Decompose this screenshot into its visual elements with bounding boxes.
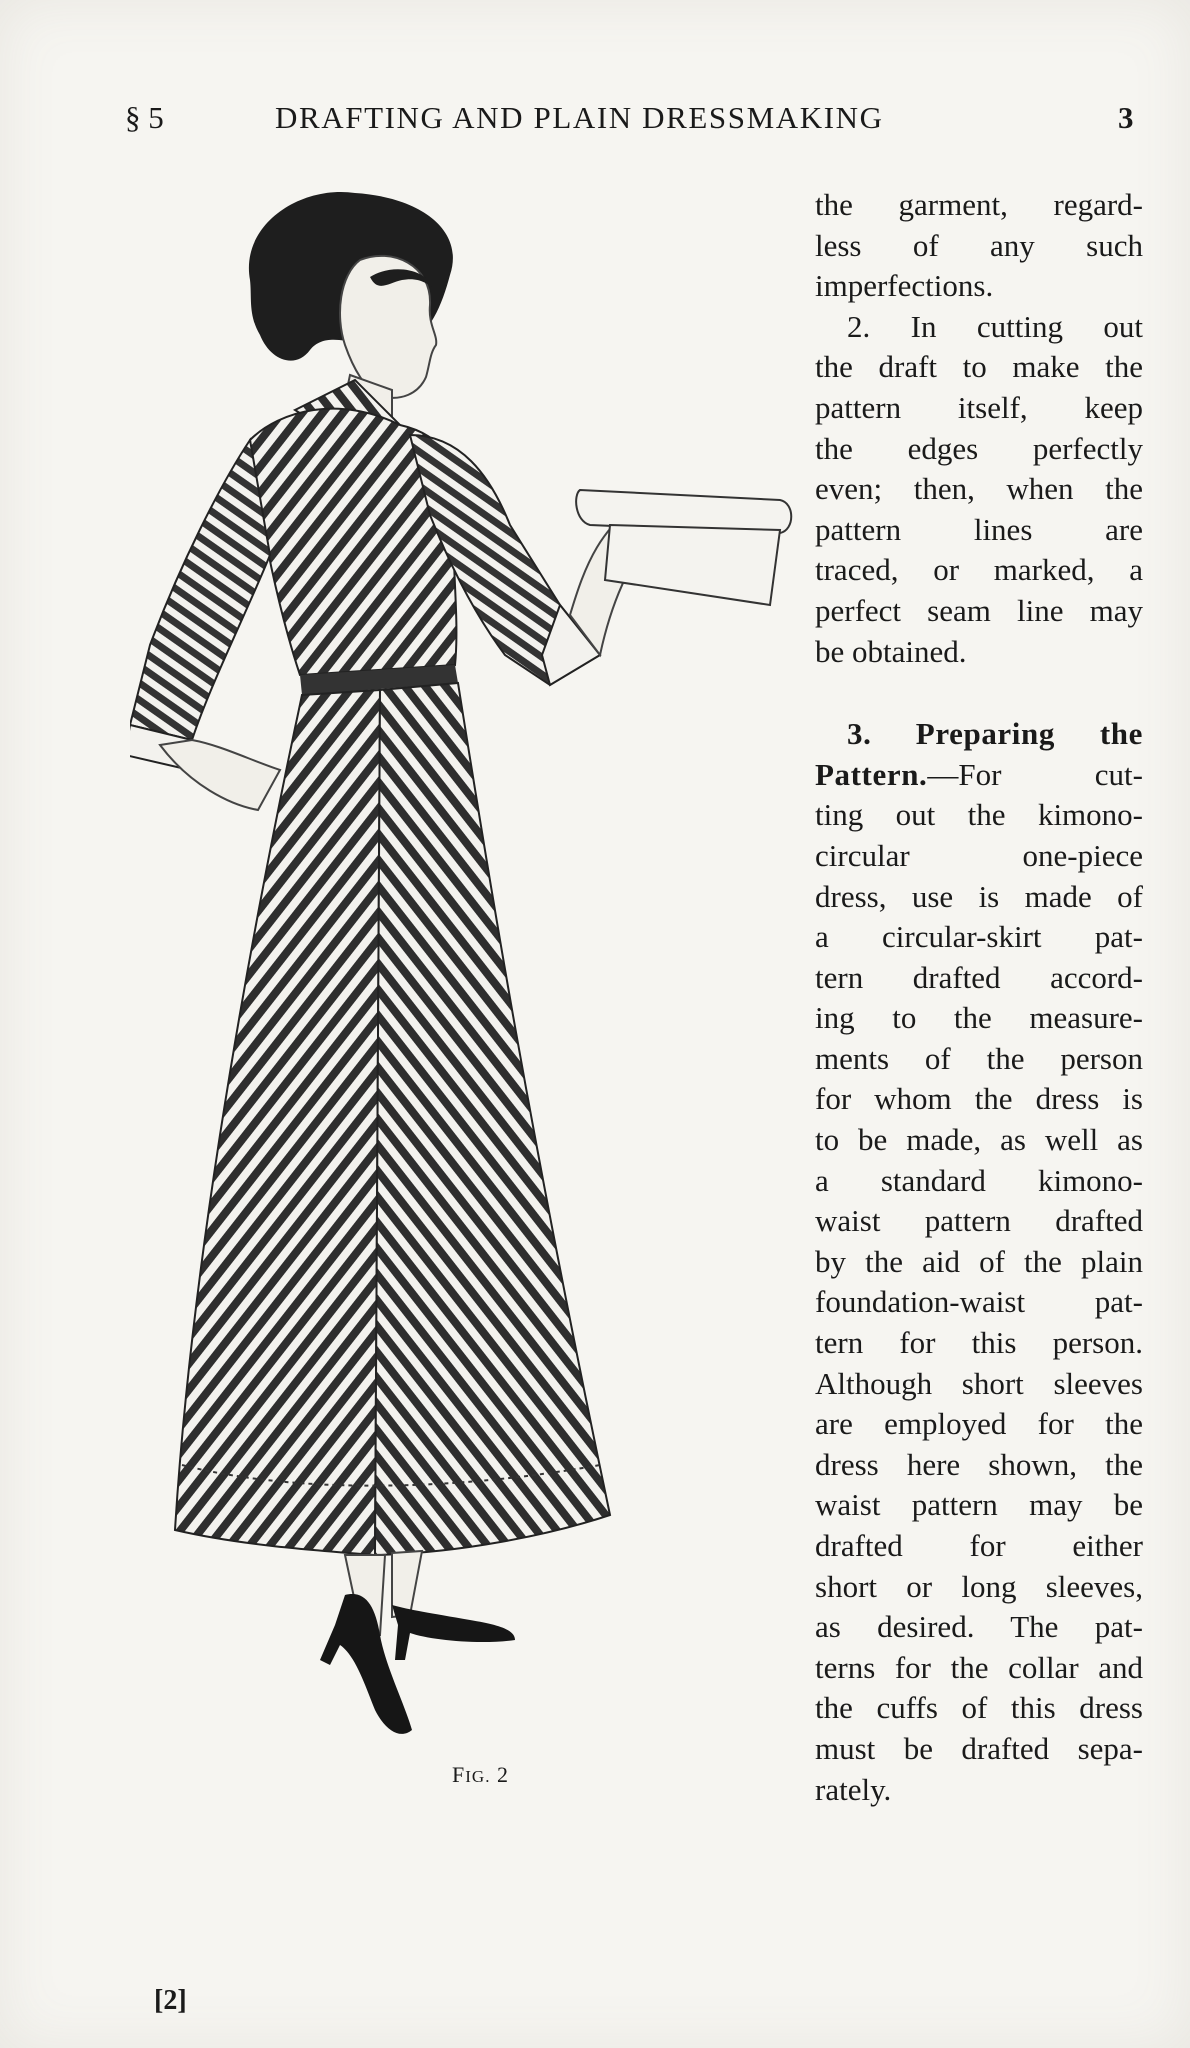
text-line: the draft to make the xyxy=(815,349,1143,385)
text-line: dress here shown, the xyxy=(815,1446,1143,1482)
text-line: terns for the collar and xyxy=(815,1649,1143,1685)
dress-illustration xyxy=(130,185,810,1755)
text-line: drafted for either xyxy=(815,1528,1143,1563)
item-3-number: 3. xyxy=(847,716,872,752)
page-number: 3 xyxy=(1118,100,1134,135)
text-line: imperfections. xyxy=(815,268,994,304)
section-number: § 5 xyxy=(125,100,164,135)
figure-caption xyxy=(452,1762,509,1788)
text-line: the garment, regard- xyxy=(815,187,1143,222)
text-line: Although short sleeves xyxy=(815,1365,1143,1401)
text-line: the edges perfectly xyxy=(815,430,1143,466)
text-line: tern for this person. xyxy=(815,1325,1143,1361)
paragraph-3-heading-line xyxy=(815,714,1143,755)
text-line: a standard kimono- xyxy=(815,1162,1143,1198)
running-title: DRAFTING AND PLAIN DRESSMAKING xyxy=(275,100,884,135)
caption-number: 2 xyxy=(496,1762,509,1787)
text-line: waist pattern drafted xyxy=(815,1203,1143,1239)
item-2-number: 2. xyxy=(847,308,871,344)
text-line: pattern lines are xyxy=(815,511,1143,547)
paragraph-3-second-line xyxy=(815,755,1143,796)
text-line: short or long sleeves, xyxy=(815,1568,1143,1604)
text-line: by the aid of the plain xyxy=(815,1243,1143,1279)
text-line: are employed for the xyxy=(815,1406,1143,1442)
paragraph-gap xyxy=(815,672,1143,714)
text-line: to be made, as well as xyxy=(815,1122,1143,1158)
text-line: a circular-skirt pat- xyxy=(815,919,1143,955)
signature-mark: [2] xyxy=(154,1985,187,2016)
text-line: ments of the person xyxy=(815,1040,1143,1076)
text-line: pattern itself, keep xyxy=(815,389,1143,425)
text-line: as desired. The pat- xyxy=(815,1609,1143,1645)
text-line: be obtained. xyxy=(815,633,967,669)
caption-prefix: F xyxy=(452,1762,466,1787)
body-text-column xyxy=(815,185,1143,1810)
text-line: less of any such xyxy=(815,227,1143,263)
running-header xyxy=(0,100,1190,150)
left-sleeve-shape xyxy=(130,440,270,740)
text-line: for whom the dress is xyxy=(815,1081,1143,1117)
skirt-right-half xyxy=(375,683,610,1555)
text-line: ing to the measure- xyxy=(815,1000,1143,1036)
text-line: the cuffs of this dress xyxy=(815,1690,1143,1726)
item-3-heading-part2: Pattern. xyxy=(815,756,928,792)
text-line: traced, or marked, a xyxy=(815,552,1143,588)
text-line: must be drafted sepa- xyxy=(815,1730,1143,1766)
text-line: perfect seam line may xyxy=(815,592,1143,628)
text-line: foundation-waist pat- xyxy=(815,1284,1143,1320)
item-2-opening: In cutting out xyxy=(910,308,1143,344)
text-line: ting out the kimono- xyxy=(815,797,1143,833)
text-line: tern drafted accord- xyxy=(815,959,1143,995)
text-line: waist pattern may be xyxy=(815,1487,1143,1523)
caption-small-caps: IG. xyxy=(465,1767,491,1786)
right-shoe-shape xyxy=(392,1605,515,1660)
paragraph-2-first-line xyxy=(815,307,1143,348)
text-line: dress, use is made of xyxy=(815,878,1143,914)
text-line: circular one-piece xyxy=(815,837,1143,873)
text-line: even; then, when the xyxy=(815,471,1143,507)
item-3-heading-part1: Preparing the xyxy=(915,716,1144,752)
skirt-left-half xyxy=(175,690,380,1555)
text-line: rately. xyxy=(815,1771,892,1807)
item-3-dash-text: —For cut- xyxy=(927,756,1143,792)
